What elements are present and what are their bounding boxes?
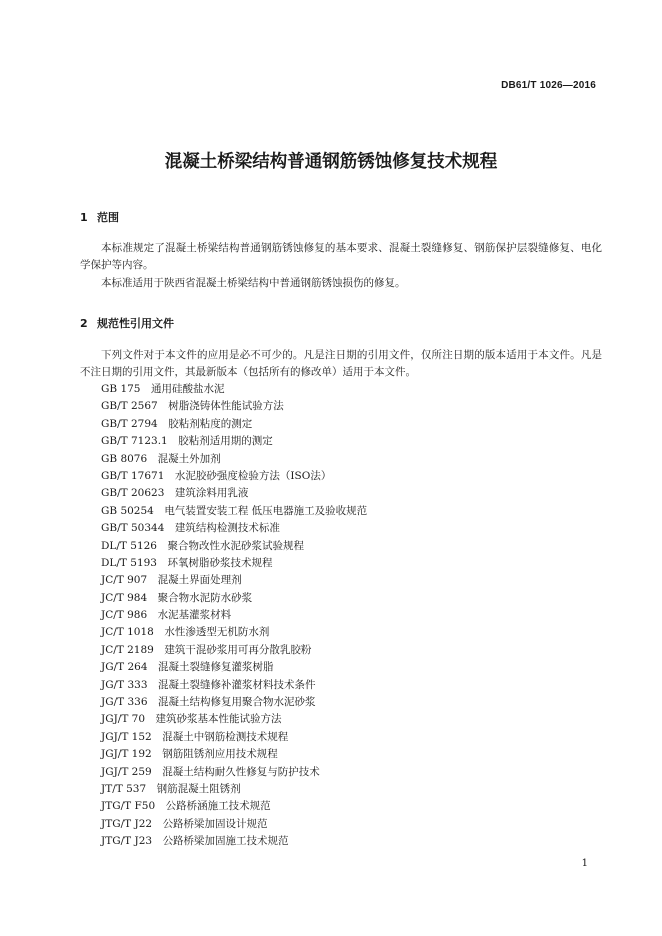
reference-spacer xyxy=(147,574,158,586)
section-title: 范围 xyxy=(97,211,119,224)
reference-item xyxy=(101,555,367,572)
scope-paragraph-2: 本标准适用于陕西省混凝土桥梁结构中普通钢筋锈蚀损伤的修复。 xyxy=(101,277,406,289)
document-title: 混凝土桥梁结构普通钢筋锈蚀修复技术规程 xyxy=(164,152,498,172)
reference-title: 钢筋混凝土阻锈剂 xyxy=(156,782,241,795)
reference-spacer xyxy=(155,800,166,812)
reference-code: JGJ/T 70 xyxy=(101,713,146,726)
reference-title: 钢筋阻锈剂应用技术规程 xyxy=(162,748,278,761)
reference-item xyxy=(101,433,367,450)
reference-spacer xyxy=(147,609,158,621)
reference-code: JTG/T J23 xyxy=(101,835,153,848)
reference-code: JT/T 537 xyxy=(101,782,147,795)
reference-title: 水泥基灌浆材料 xyxy=(157,609,232,622)
reference-code: GB 175 xyxy=(101,383,141,395)
section-number: 2 xyxy=(80,317,88,330)
reference-spacer xyxy=(154,505,165,517)
reference-title: 混凝土结构耐久性修复与防护技术 xyxy=(162,765,320,778)
reference-item xyxy=(101,381,367,398)
reference-title: 建筑结构检测技术标准 xyxy=(174,522,280,535)
reference-title: 公路桥梁加固施工技术规范 xyxy=(162,835,289,848)
reference-spacer xyxy=(147,453,158,465)
reference-title: 电气装置安装工程 低压电器施工及验收规范 xyxy=(164,504,368,517)
reference-spacer xyxy=(148,696,159,708)
reference-item xyxy=(101,416,367,433)
reference-code: GB 50254 xyxy=(101,504,154,517)
reference-spacer xyxy=(145,713,156,725)
reference-title: 聚合物水泥防水砂浆 xyxy=(157,591,253,604)
section-heading-scope xyxy=(80,209,119,225)
reference-title: 通用硅酸盐水泥 xyxy=(150,383,225,395)
reference-list xyxy=(101,381,367,851)
reference-item xyxy=(101,642,367,659)
reference-code: GB/T 17671 xyxy=(101,469,165,482)
reference-code: JC/T 1018 xyxy=(101,626,154,639)
reference-spacer xyxy=(154,626,165,638)
reference-spacer xyxy=(152,835,163,847)
reference-item xyxy=(101,798,367,815)
reference-spacer xyxy=(147,592,158,604)
reference-code: GB/T 7123.1 xyxy=(101,435,168,448)
reference-title: 胶粘剂适用期的测定 xyxy=(178,435,273,448)
reference-code: JGJ/T 192 xyxy=(101,748,152,761)
reference-spacer xyxy=(164,487,175,499)
reference-title: 混凝土裂缝修复灌浆树脂 xyxy=(158,661,274,674)
reference-item xyxy=(101,485,367,502)
reference-title: 树脂浇铸体性能试验方法 xyxy=(168,400,284,413)
reference-code: GB/T 20623 xyxy=(101,487,165,500)
reference-spacer xyxy=(157,557,168,569)
reference-spacer xyxy=(152,731,163,743)
reference-spacer xyxy=(158,400,169,412)
reference-title: 公路桥梁加固设计规范 xyxy=(162,817,268,830)
reference-spacer xyxy=(164,522,175,534)
references-intro-paragraph: 下列文件对于本文件的应用是必不可少的。凡是注日期的引用文件，仅所注日期的版本适用于本文件。凡是不注日期的引用文件，其最新版本（包括所有的修改单）适用于本文件。 xyxy=(80,349,602,378)
section-title: 规范性引用文件 xyxy=(97,317,174,330)
reference-spacer xyxy=(168,435,179,447)
reference-item xyxy=(101,607,367,624)
reference-spacer xyxy=(152,818,163,830)
reference-title: 建筑砂浆基本性能试验方法 xyxy=(155,713,282,726)
reference-title: 混凝土中钢筋检测技术规程 xyxy=(162,730,289,743)
reference-item xyxy=(101,764,367,781)
reference-spacer xyxy=(148,679,159,691)
reference-item xyxy=(101,694,367,711)
reference-code: JTG/T F50 xyxy=(101,800,156,813)
reference-item xyxy=(101,398,367,415)
reference-code: JGJ/T 259 xyxy=(101,765,152,778)
reference-spacer xyxy=(146,783,157,795)
reference-item xyxy=(101,451,367,468)
reference-code: GB/T 2567 xyxy=(101,400,158,413)
reference-code: JG/T 333 xyxy=(101,678,148,691)
reference-spacer xyxy=(152,748,163,760)
reference-spacer xyxy=(158,418,169,430)
reference-item xyxy=(101,711,367,728)
reference-item xyxy=(101,781,367,798)
reference-spacer xyxy=(164,470,175,482)
reference-title: 混凝土外加剂 xyxy=(157,452,221,465)
reference-item xyxy=(101,590,367,607)
reference-spacer xyxy=(152,766,163,778)
reference-code: JC/T 2189 xyxy=(101,643,154,656)
reference-code: GB 8076 xyxy=(101,452,148,465)
reference-title: 胶粘剂粘度的测定 xyxy=(168,417,253,430)
reference-code: GB/T 50344 xyxy=(101,522,165,535)
reference-item xyxy=(101,833,367,850)
reference-code: JG/T 264 xyxy=(101,661,148,674)
scope-paragraph-1: 本标准规定了混凝土桥梁结构普通钢筋锈蚀修复的基本要求、混凝土裂缝修复、钢筋保护层裂缝修复、电化学保护等内容。 xyxy=(80,242,602,271)
reference-code: DL/T 5193 xyxy=(101,556,157,569)
reference-title: 混凝土界面处理剂 xyxy=(157,574,242,587)
reference-title: 水泥胶砂强度检验方法（ISO法） xyxy=(174,469,332,482)
reference-item xyxy=(101,729,367,746)
reference-title: 建筑干混砂浆用可再分散乳胶粉 xyxy=(164,643,312,656)
reference-title: 混凝土裂缝修补灌浆材料技术条件 xyxy=(158,678,316,691)
reference-title: 建筑涂料用乳液 xyxy=(174,487,249,500)
reference-title: 水性渗透型无机防水剂 xyxy=(164,626,270,639)
reference-item xyxy=(101,468,367,485)
reference-code: JC/T 984 xyxy=(101,591,148,604)
reference-code: GB/T 2794 xyxy=(101,417,158,430)
reference-item xyxy=(101,677,367,694)
reference-item xyxy=(101,538,367,555)
reference-title: 混凝土结构修复用聚合物水泥砂浆 xyxy=(158,696,316,709)
reference-code: JG/T 336 xyxy=(101,696,148,709)
reference-title: 公路桥涵施工技术规范 xyxy=(165,800,271,813)
section-heading-normative-references xyxy=(80,315,174,331)
reference-item xyxy=(101,520,367,537)
reference-item xyxy=(101,659,367,676)
reference-spacer xyxy=(140,383,151,395)
reference-code: JGJ/T 152 xyxy=(101,730,152,743)
section-number: 1 xyxy=(80,211,88,224)
reference-item xyxy=(101,816,367,833)
reference-item xyxy=(101,572,367,589)
reference-item xyxy=(101,624,367,641)
reference-code: JC/T 986 xyxy=(101,609,148,622)
reference-item xyxy=(101,503,367,520)
reference-code: JTG/T J22 xyxy=(101,817,153,830)
standard-number: DB61/T 1026—2016 xyxy=(501,80,596,91)
reference-code: JC/T 907 xyxy=(101,574,148,587)
reference-spacer xyxy=(157,540,168,552)
reference-spacer xyxy=(154,644,165,656)
reference-item xyxy=(101,746,367,763)
reference-title: 聚合物改性水泥砂浆试验规程 xyxy=(167,539,304,552)
reference-title: 环氧树脂砂浆技术规程 xyxy=(167,556,273,569)
reference-spacer xyxy=(148,661,159,673)
reference-code: DL/T 5126 xyxy=(101,539,157,552)
page-number: 1 xyxy=(581,858,588,869)
